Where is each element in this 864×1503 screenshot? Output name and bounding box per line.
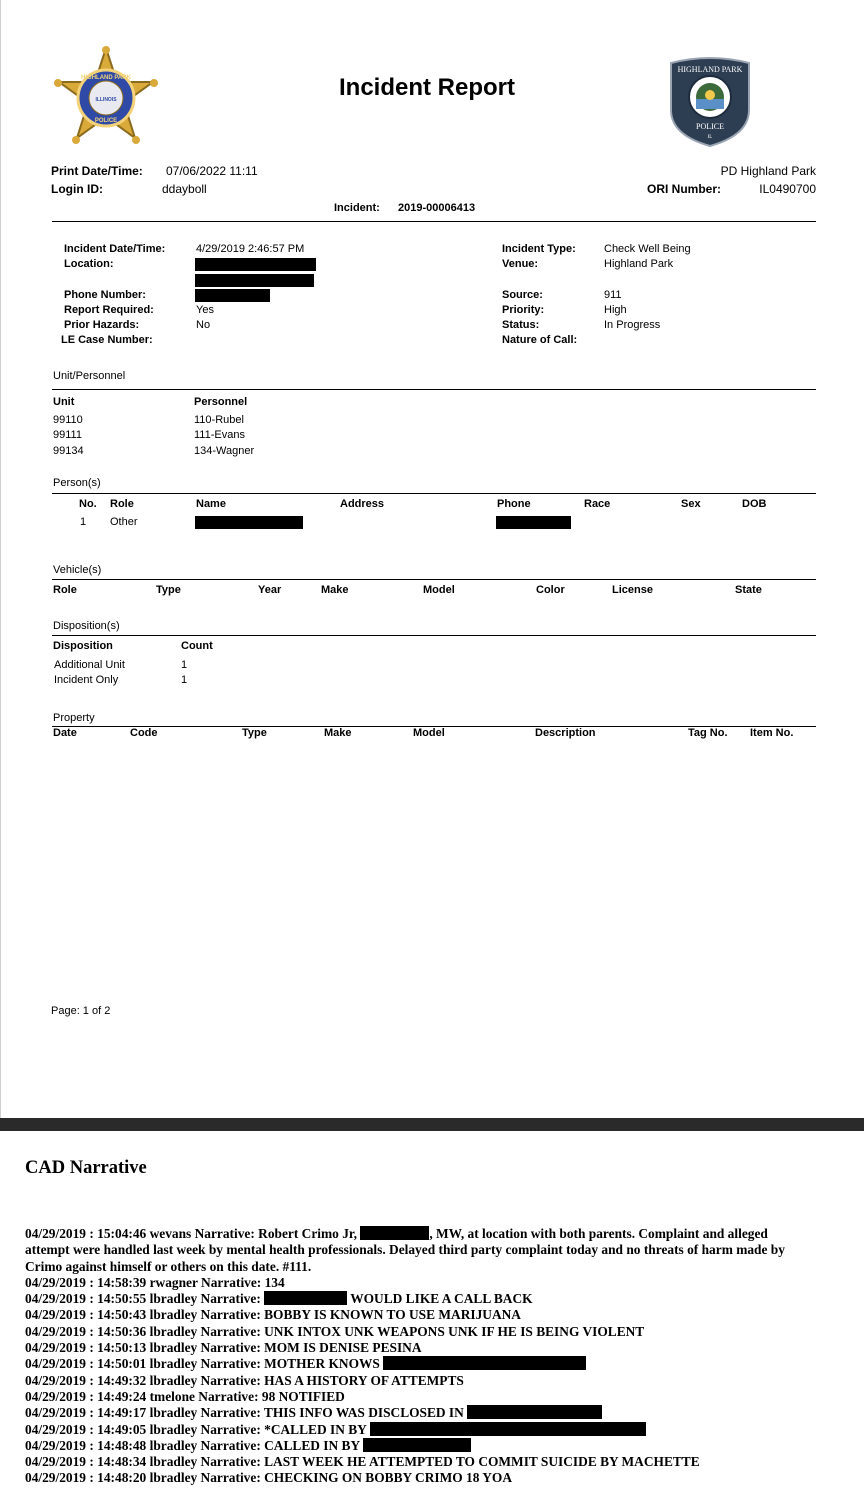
narrative-text: 04/29/2019 : 14:49:05 lbradley Narrative: *CALLED IN BY (25, 1421, 370, 1437)
vehicles-column-header: State (735, 584, 762, 596)
incident-type-label: Incident Type: (502, 243, 576, 255)
page-edge (0, 0, 1, 1118)
agency-name: PD Highland Park (720, 164, 816, 178)
vehicles-column-header: Model (423, 584, 455, 596)
redaction-block (264, 1291, 347, 1305)
personnel-cell: 111-Evans (194, 429, 245, 441)
report-required-value: Yes (196, 304, 214, 316)
section-rule (52, 493, 816, 494)
narrative-entry: 04/29/2019 : 14:49:32 lbradley Narrative: HAS A HISTORY OF ATTEMPTS (25, 1372, 464, 1388)
property-column-header: Make (324, 727, 352, 739)
vehicles-column-header: Color (536, 584, 565, 596)
persons-column-header: Name (196, 498, 226, 510)
shield-patch-logo (667, 55, 753, 148)
property-column-header: Code (130, 727, 158, 739)
vehicles-column-header: Make (321, 584, 349, 596)
redaction-block (195, 516, 303, 529)
login-id-label: Login ID: (51, 182, 103, 196)
priority-label: Priority: (502, 304, 545, 316)
redaction-block (360, 1226, 429, 1240)
persons-column-header: Address (340, 498, 385, 510)
property-column-header: Date (53, 727, 77, 739)
ori-number-label: ORI Number: (647, 182, 722, 196)
unit-cell: 99134 (53, 445, 84, 457)
unit-cell: 99110 (53, 414, 83, 426)
incident-label: Incident: (334, 202, 380, 214)
section-rule (52, 579, 816, 580)
star-bottom-text: POLICE (94, 118, 118, 124)
incident-datetime-label: Incident Date/Time: (64, 243, 166, 255)
page-title: Incident Report (339, 74, 516, 101)
redaction-block (496, 516, 571, 529)
page-divider (0, 1118, 864, 1131)
narrative-entry: 04/29/2019 : 14:48:34 lbradley Narrative: LAST WEEK HE ATTEMPTED TO COMMIT SUICIDE BY MACHETTE (25, 1454, 700, 1470)
narrative-text: 04/29/2019 : 15:04:46 wevans Narrative: Robert Crimo Jr, (25, 1226, 361, 1241)
narrative-text: 04/29/2019 : 14:50:55 lbradley Narrative: (25, 1291, 265, 1307)
narrative-log (25, 1226, 840, 1487)
redaction-block (467, 1405, 602, 1419)
status-value: In Progress (604, 319, 661, 331)
person-role-cell: Other (110, 516, 138, 528)
personnel-cell: 134-Wagner (194, 445, 255, 457)
vehicles-column-header: License (612, 584, 653, 596)
star-top-text: HIGHLAND PARK (81, 75, 131, 81)
narrative-text: 04/29/2019 : 14:50:01 lbradley Narrative: MOTHER KNOWS (25, 1356, 384, 1372)
vehicles-heading: Vehicle(s) (53, 564, 102, 576)
count-column-header: Count (181, 640, 213, 652)
personnel-cell: 110-Rubel (194, 414, 244, 426)
dispositions-heading: Disposition(s) (53, 620, 120, 632)
vehicles-column-header: Role (53, 584, 77, 596)
person-number-cell: 1 (80, 516, 87, 528)
property-column-header: Item No. (750, 727, 794, 739)
prior-hazards-label: Prior Hazards: (64, 319, 140, 331)
disposition-cell: Incident Only (54, 674, 119, 686)
source-label: Source: (502, 289, 543, 301)
persons-column-header: No. (79, 498, 97, 510)
cad-narrative-title: CAD Narrative (25, 1158, 147, 1178)
property-heading: Property (53, 712, 95, 724)
narrative-entry: 04/29/2019 : 14:50:43 lbradley Narrative: BOBBY IS KNOWN TO USE MARIJUANA (25, 1307, 521, 1323)
persons-column-header: Phone (497, 498, 531, 510)
report-required-label: Report Required: (64, 304, 154, 316)
disposition-cell: Additional Unit (54, 659, 125, 671)
property-column-header: Tag No. (688, 727, 728, 739)
venue-label: Venue: (502, 258, 539, 270)
narrative-entry (25, 1226, 840, 1242)
persons-column-header: DOB (742, 498, 767, 510)
unit-column-header: Unit (53, 396, 75, 408)
narrative-text: 04/29/2019 : 14:49:17 lbradley Narrative: THIS INFO WAS DISCLOSED IN (25, 1405, 468, 1421)
narrative-text: WOULD LIKE A CALL BACK (347, 1291, 533, 1307)
narrative-entry (25, 1291, 840, 1307)
section-rule (52, 389, 816, 390)
narrative-entry: Crimo against himself or others on this date. #111. (25, 1258, 312, 1274)
redaction-block (195, 274, 314, 287)
persons-column-header: Role (110, 498, 134, 510)
narrative-entry: 04/29/2019 : 14:58:39 rwagner Narrative: 134 (25, 1274, 285, 1290)
narrative-entry: 04/29/2019 : 14:50:13 lbradley Narrative: MOM IS DENISE PESINA (25, 1340, 422, 1356)
redaction-block (363, 1438, 471, 1452)
print-datetime-label: Print Date/Time: (51, 164, 143, 178)
source-value: 911 (604, 289, 622, 301)
narrative-entry (25, 1438, 840, 1454)
narrative-entry: 04/29/2019 : 14:48:20 lbradley Narrative: CHECKING ON BOBBY CRIMO 18 YOA (25, 1470, 512, 1486)
header-rule (52, 221, 816, 222)
unit-personnel-heading: Unit/Personnel (53, 370, 126, 382)
narrative-entry (25, 1356, 840, 1372)
redaction-block (195, 258, 316, 271)
incident-number: 2019-00006413 (398, 202, 476, 214)
property-column-header: Description (535, 727, 596, 739)
narrative-text: 04/29/2019 : 14:48:48 lbradley Narrative: CALLED IN BY (25, 1437, 363, 1453)
narrative-entry (25, 1405, 840, 1421)
narrative-entry: attempt were handled last week by mental health professionals. Delayed third party complaint today and no threats of harm made by (25, 1242, 785, 1258)
shield-state-text: IL (707, 135, 713, 140)
shield-top-text: HIGHLAND PARK (677, 65, 743, 74)
phone-number-label: Phone Number: (64, 289, 146, 301)
ori-number-value: IL0490700 (759, 182, 816, 196)
redaction-block (383, 1356, 586, 1370)
priority-value: High (604, 304, 627, 316)
property-column-header: Type (242, 727, 267, 739)
section-rule (52, 635, 816, 636)
persons-heading: Person(s) (53, 477, 101, 489)
star-center-text: ILLINOIS (95, 97, 117, 103)
count-cell: 1 (181, 659, 188, 671)
persons-column-header: Race (584, 498, 611, 510)
star-badge-logo (50, 46, 162, 150)
unit-cell: 99111 (53, 429, 82, 441)
location-label: Location: (64, 258, 114, 270)
incident-type-value: Check Well Being (604, 243, 691, 255)
property-column-header: Model (413, 727, 445, 739)
le-case-number-label: LE Case Number: (61, 334, 153, 346)
print-datetime-value: 07/06/2022 11:11 (166, 164, 258, 178)
page-number: Page: 1 of 2 (51, 1005, 111, 1017)
vehicles-column-header: Year (258, 584, 282, 596)
narrative-entry: 04/29/2019 : 14:50:36 lbradley Narrative: UNK INTOX UNK WEAPONS UNK IF HE IS BEING VIOLENT (25, 1323, 645, 1339)
persons-column-header: Sex (681, 498, 701, 510)
narrative-entry (25, 1422, 840, 1438)
redaction-block (195, 289, 270, 302)
status-label: Status: (502, 319, 540, 331)
vehicles-column-header: Type (156, 584, 181, 596)
incident-datetime-value: 4/29/2019 2:46:57 PM (196, 243, 305, 255)
shield-bottom-text: POLICE (696, 122, 724, 131)
nature-of-call-label: Nature of Call: (502, 334, 578, 346)
disposition-column-header: Disposition (53, 640, 113, 652)
prior-hazards-value: No (196, 319, 211, 331)
narrative-text: , MW, at location with both parents. Complaint and alleged (429, 1226, 768, 1241)
login-id-value: ddayboll (162, 182, 207, 196)
redaction-block (370, 1422, 646, 1436)
venue-value: Highland Park (604, 258, 674, 270)
personnel-column-header: Personnel (194, 396, 248, 408)
narrative-entry: 04/29/2019 : 14:49:24 tmelone Narrative: 98 NOTIFIED (25, 1388, 345, 1404)
count-cell: 1 (181, 674, 188, 686)
